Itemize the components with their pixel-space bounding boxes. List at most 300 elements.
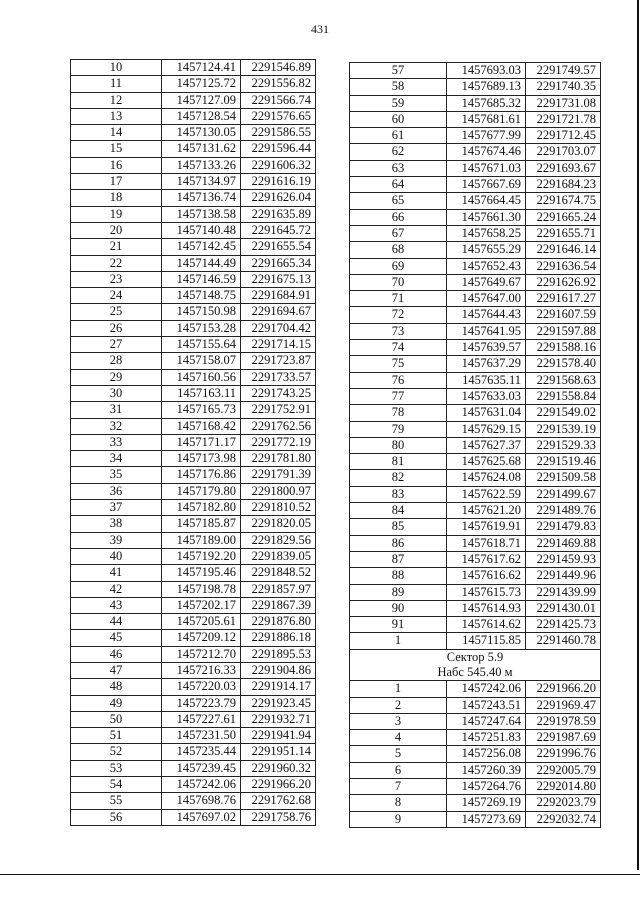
coord-x: 1457622.59 [447,486,526,502]
coordinates-table-left [70,59,316,826]
point-number: 79 [350,421,447,437]
table-row [71,760,316,776]
table-row [350,454,601,470]
table-row [71,92,316,108]
coord-x: 1457614.62 [447,617,526,633]
coord-y: 2291626.04 [241,190,316,206]
point-number: 65 [350,193,447,209]
point-number: 91 [350,617,447,633]
coord-y: 2291839.05 [241,548,316,564]
coord-y: 2291459.93 [526,551,601,567]
point-number: 74 [350,340,447,356]
table-row [71,662,316,678]
sector-title: Сектор 5.9 [446,649,504,664]
point-number: 17 [71,174,162,190]
coord-y: 2291606.32 [241,157,316,173]
coord-x: 1457664.45 [447,193,526,209]
point-number: 41 [71,565,162,581]
coord-x: 1457124.41 [162,60,241,76]
coord-x: 1457163.11 [162,385,241,401]
point-number: 68 [350,242,447,258]
table-row [350,258,601,274]
table-row [71,646,316,662]
table-row [350,811,601,827]
point-number: 16 [71,157,162,173]
coord-x: 1457138.58 [162,206,241,222]
point-number: 18 [71,190,162,206]
coord-x: 1457616.62 [447,568,526,584]
coord-x: 1457671.03 [447,160,526,176]
table-row [71,174,316,190]
coord-y: 2291966.20 [241,777,316,793]
point-number: 29 [71,369,162,385]
coord-y: 2291904.86 [241,662,316,678]
coord-y: 2291723.87 [241,353,316,369]
coordinates-table-right [349,62,601,828]
coord-y: 2291704.42 [241,320,316,336]
coord-x: 1457641.95 [447,323,526,339]
coord-x: 1457618.71 [447,535,526,551]
table-row [350,730,601,746]
point-number: 32 [71,418,162,434]
coord-y: 2291645.72 [241,222,316,238]
coord-x: 1457227.61 [162,711,241,727]
table-row [350,551,601,567]
coord-y: 2291932.71 [241,711,316,727]
table-row [71,141,316,157]
point-number: 1 [350,681,447,697]
point-number: 47 [71,662,162,678]
table-row [71,711,316,727]
point-number: 20 [71,222,162,238]
coord-y: 2291960.32 [241,760,316,776]
coord-x: 1457647.00 [447,291,526,307]
coord-y: 2291568.63 [526,372,601,388]
point-number: 48 [71,679,162,695]
point-number: 80 [350,437,447,453]
coord-x: 1457681.61 [447,111,526,127]
table-row [71,548,316,564]
coord-x: 1457243.51 [447,697,526,713]
coord-y: 2291519.46 [526,454,601,470]
coord-y: 2291810.52 [241,500,316,516]
table-row [350,291,601,307]
coord-x: 1457209.12 [162,630,241,646]
table-row [71,190,316,206]
coord-y: 2291758.76 [241,809,316,825]
coord-y: 2291941.94 [241,728,316,744]
coord-x: 1457655.29 [447,242,526,258]
coord-y: 2291733.57 [241,369,316,385]
coord-x: 1457633.03 [447,388,526,404]
coord-y: 2291479.83 [526,519,601,535]
table-row [350,111,601,127]
coord-y: 2291596.44 [241,141,316,157]
coord-x: 1457216.33 [162,662,241,678]
table-row [71,108,316,124]
coord-x: 1457629.15 [447,421,526,437]
coord-x: 1457130.05 [162,125,241,141]
coord-x: 1457179.80 [162,483,241,499]
coord-x: 1457155.64 [162,337,241,353]
point-number: 9 [350,811,447,827]
point-number: 78 [350,405,447,421]
table-row [350,633,601,649]
coord-y: 2291867.39 [241,597,316,613]
table-row [71,597,316,613]
point-number: 13 [71,108,162,124]
table-row [350,274,601,290]
point-number: 53 [71,760,162,776]
table-row [71,809,316,825]
table-row [71,630,316,646]
point-number: 15 [71,141,162,157]
coord-x: 1457619.91 [447,519,526,535]
coord-y: 2291800.97 [241,483,316,499]
point-number: 42 [71,581,162,597]
point-number: 45 [71,630,162,646]
coord-y: 2291616.19 [241,174,316,190]
table-row [350,193,601,209]
point-number: 76 [350,372,447,388]
coord-x: 1457685.32 [447,95,526,111]
coord-y: 2291576.65 [241,108,316,124]
coord-y: 2291693.67 [526,160,601,176]
coord-y: 2291895.53 [241,646,316,662]
point-number: 87 [350,551,447,567]
table-row [350,600,601,616]
coord-x: 1457148.75 [162,288,241,304]
sector-area: Набс 545.40 м [437,664,513,679]
coord-x: 1457639.57 [447,340,526,356]
point-number: 3 [350,713,447,729]
table-row [71,728,316,744]
coord-x: 1457231.50 [162,728,241,744]
coord-x: 1457617.62 [447,551,526,567]
coord-y: 2291703.07 [526,144,601,160]
coord-y: 2291820.05 [241,516,316,532]
coord-x: 1457264.76 [447,779,526,795]
point-number: 39 [71,532,162,548]
point-number: 1 [350,633,447,649]
coord-y: 2291752.91 [241,402,316,418]
coord-x: 1457160.56 [162,369,241,385]
table-row [350,307,601,323]
table-row [71,385,316,401]
table-row [71,695,316,711]
point-number: 55 [71,793,162,809]
point-number: 34 [71,451,162,467]
coord-y: 2291969.47 [526,697,601,713]
table-row [350,486,601,502]
sector-header-row [350,649,601,681]
point-number: 10 [71,60,162,76]
table-row [350,568,601,584]
table-row [350,144,601,160]
point-number: 81 [350,454,447,470]
coord-y: 2292032.74 [526,811,601,827]
point-number: 31 [71,402,162,418]
point-number: 37 [71,500,162,516]
coord-y: 2291539.19 [526,421,601,437]
coord-y: 2291556.82 [241,76,316,92]
coord-y: 2291772.19 [241,434,316,450]
coord-y: 2291588.16 [526,340,601,356]
coord-x: 1457698.76 [162,793,241,809]
table-row [350,470,601,486]
table-row [350,519,601,535]
point-number: 85 [350,519,447,535]
coord-x: 1457153.28 [162,320,241,336]
coord-x: 1457205.61 [162,614,241,630]
point-number: 2 [350,697,447,713]
coord-y: 2291566.74 [241,92,316,108]
table-row [71,271,316,287]
table-row [71,467,316,483]
table-row [350,746,601,762]
coord-y: 2291674.75 [526,193,601,209]
table-row [350,63,601,79]
point-number: 24 [71,288,162,304]
coord-x: 1457614.93 [447,600,526,616]
coord-y: 2291743.25 [241,385,316,401]
table-row [350,95,601,111]
table-row [71,304,316,320]
table-row [350,372,601,388]
point-number: 62 [350,144,447,160]
point-number: 7 [350,779,447,795]
point-number: 88 [350,568,447,584]
coord-y: 2291439.99 [526,584,601,600]
point-number: 60 [350,111,447,127]
coord-y: 2291655.71 [526,225,601,241]
table-row [71,255,316,271]
table-row [71,76,316,92]
point-number: 14 [71,125,162,141]
coord-x: 1457242.06 [162,777,241,793]
point-number: 21 [71,239,162,255]
coord-x: 1457251.83 [447,730,526,746]
point-number: 66 [350,209,447,225]
point-number: 46 [71,646,162,662]
point-number: 44 [71,614,162,630]
table-row [71,434,316,450]
coord-y: 2291529.33 [526,437,601,453]
coord-y: 2291731.08 [526,95,601,111]
coord-x: 1457247.64 [447,713,526,729]
coord-x: 1457212.70 [162,646,241,662]
coord-y: 2291635.89 [241,206,316,222]
bottom-margin-line [0,874,640,875]
table-row [350,713,601,729]
table-row [71,337,316,353]
point-number: 52 [71,744,162,760]
point-number: 50 [71,711,162,727]
table-row [71,793,316,809]
table-row [71,777,316,793]
coord-y: 2291549.02 [526,405,601,421]
coord-y: 2291712.45 [526,128,601,144]
coord-x: 1457185.87 [162,516,241,532]
point-number: 67 [350,225,447,241]
coord-y: 2291749.57 [526,63,601,79]
coord-y: 2291449.96 [526,568,601,584]
point-number: 73 [350,323,447,339]
table-row [350,160,601,176]
point-number: 11 [71,76,162,92]
coord-x: 1457158.07 [162,353,241,369]
table-row [350,209,601,225]
table-row [350,356,601,372]
table-row [71,353,316,369]
coord-y: 2291966.20 [526,681,601,697]
coord-x: 1457189.00 [162,532,241,548]
coord-y: 2291597.88 [526,323,601,339]
coord-x: 1457127.09 [162,92,241,108]
coord-y: 2291848.52 [241,565,316,581]
coord-y: 2291636.54 [526,258,601,274]
point-number: 56 [71,809,162,825]
table-row [71,581,316,597]
coord-y: 2291558.84 [526,388,601,404]
point-number: 77 [350,388,447,404]
coord-y: 2291546.89 [241,60,316,76]
point-number: 33 [71,434,162,450]
coord-x: 1457134.97 [162,174,241,190]
coord-x: 1457256.08 [447,746,526,762]
coord-x: 1457615.73 [447,584,526,600]
coord-x: 1457693.03 [447,63,526,79]
point-number: 71 [350,291,447,307]
point-number: 57 [350,63,447,79]
coord-x: 1457239.45 [162,760,241,776]
coord-y: 2291923.45 [241,695,316,711]
table-row [71,532,316,548]
table-row [350,128,601,144]
coord-y: 2291694.67 [241,304,316,320]
coord-y: 2291951.14 [241,744,316,760]
coord-y: 2291857.97 [241,581,316,597]
coord-y: 2291914.17 [241,679,316,695]
coord-y: 2292023.79 [526,795,601,811]
table-row [71,744,316,760]
table-row [71,60,316,76]
table-row [350,503,601,519]
coord-x: 1457242.06 [447,681,526,697]
table-row [71,402,316,418]
table-row [350,225,601,241]
point-number: 6 [350,762,447,778]
point-number: 90 [350,600,447,616]
point-number: 49 [71,695,162,711]
table-row [350,535,601,551]
coord-y: 2291684.91 [241,288,316,304]
coord-x: 1457260.39 [447,762,526,778]
table-row [350,79,601,95]
table-row [71,288,316,304]
coord-y: 2291646.14 [526,242,601,258]
point-number: 70 [350,274,447,290]
sector-header [350,649,601,681]
point-number: 63 [350,160,447,176]
point-number: 19 [71,206,162,222]
point-number: 69 [350,258,447,274]
coord-y: 2291509.58 [526,470,601,486]
point-number: 61 [350,128,447,144]
coord-y: 2291665.34 [241,255,316,271]
point-number: 4 [350,730,447,746]
coord-x: 1457150.98 [162,304,241,320]
coord-x: 1457115.85 [447,633,526,649]
coord-x: 1457168.42 [162,418,241,434]
coord-y: 2291425.73 [526,617,601,633]
point-number: 59 [350,95,447,111]
coord-x: 1457649.67 [447,274,526,290]
coord-y: 2291430.01 [526,600,601,616]
table-row [71,239,316,255]
coord-x: 1457621.20 [447,503,526,519]
coord-x: 1457176.86 [162,467,241,483]
table-row [71,320,316,336]
coord-x: 1457625.68 [447,454,526,470]
table-row [350,437,601,453]
table-row [71,451,316,467]
coord-y: 2292014.80 [526,779,601,795]
point-number: 38 [71,516,162,532]
table-row [350,340,601,356]
point-number: 84 [350,503,447,519]
coord-y: 2291578.40 [526,356,601,372]
table-row [350,421,601,437]
coord-x: 1457689.13 [447,79,526,95]
coord-y: 2291740.35 [526,79,601,95]
coord-x: 1457644.43 [447,307,526,323]
coord-y: 2291876.80 [241,614,316,630]
coord-y: 2291675.13 [241,271,316,287]
table-row [350,617,601,633]
coord-y: 2291684.23 [526,177,601,193]
point-number: 64 [350,177,447,193]
point-number: 51 [71,728,162,744]
coord-x: 1457658.25 [447,225,526,241]
table-row [350,177,601,193]
point-number: 86 [350,535,447,551]
coord-x: 1457667.69 [447,177,526,193]
table-row [71,418,316,434]
coord-x: 1457140.48 [162,222,241,238]
coord-x: 1457198.78 [162,581,241,597]
table-row [350,242,601,258]
point-number: 23 [71,271,162,287]
point-number: 89 [350,584,447,600]
coord-y: 2291489.76 [526,503,601,519]
table-row [350,697,601,713]
point-number: 43 [71,597,162,613]
coord-y: 2291469.88 [526,535,601,551]
coord-x: 1457674.46 [447,144,526,160]
point-number: 28 [71,353,162,369]
coord-x: 1457624.08 [447,470,526,486]
coord-x: 1457142.45 [162,239,241,255]
page-number: 431 [311,22,329,36]
point-number: 26 [71,320,162,336]
coord-x: 1457223.79 [162,695,241,711]
coord-x: 1457697.02 [162,809,241,825]
table-row [71,500,316,516]
coord-x: 1457136.74 [162,190,241,206]
coord-y: 2291586.55 [241,125,316,141]
coord-y: 2291499.67 [526,486,601,502]
